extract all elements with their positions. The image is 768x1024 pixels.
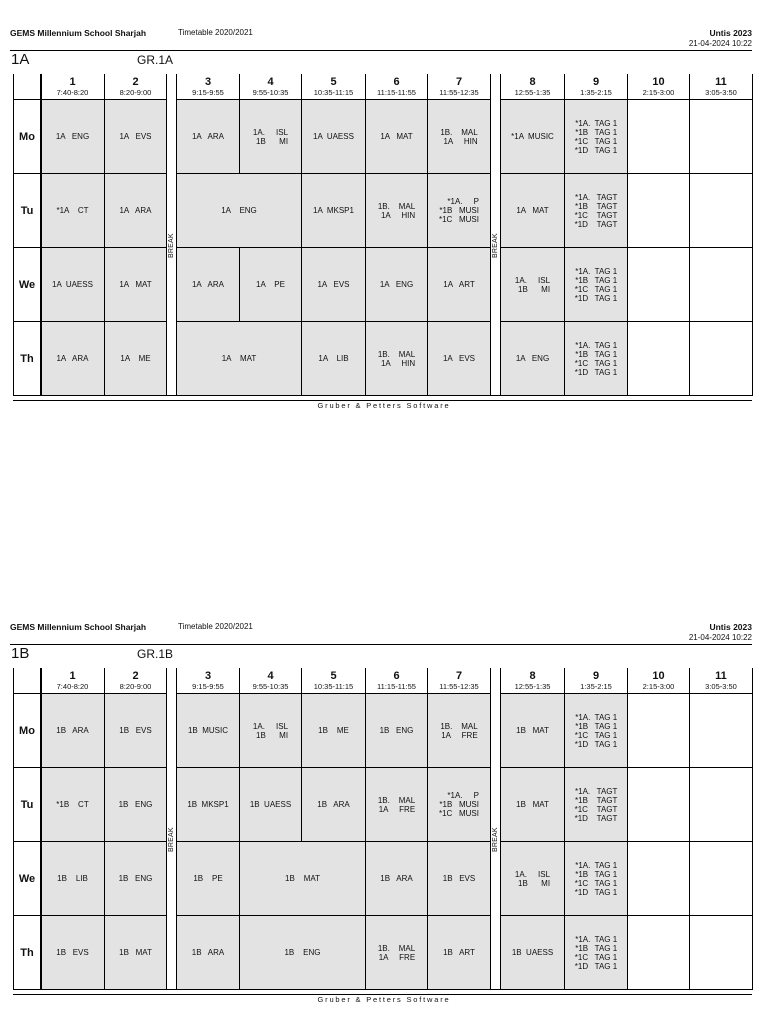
empty-slot xyxy=(690,916,753,990)
empty-slot xyxy=(690,768,753,842)
lesson-cell xyxy=(240,694,302,768)
period-header xyxy=(565,74,628,100)
lesson-text: *1A. TAG 1 *1B TAG 1 *1C TAG 1 *1D TAG 1 xyxy=(574,934,618,971)
day-label: Mo xyxy=(13,694,41,768)
lesson-text: *1A. TAGT *1B TAGT *1C TAGT *1D TAGT xyxy=(574,192,618,229)
lesson-text: *1A. P *1B MUSI *1C MUSI xyxy=(438,197,479,224)
lesson-cell xyxy=(366,322,428,396)
class-group: GR.1A xyxy=(137,53,174,67)
empty-slot xyxy=(628,322,690,396)
lesson-text: 1A UAESS xyxy=(52,280,93,289)
lesson-cell xyxy=(501,916,565,990)
empty-slot xyxy=(690,694,753,768)
lesson-text: 1A MAT xyxy=(221,354,257,363)
timetable-1A xyxy=(0,0,768,420)
lesson-text: *1A MUSIC xyxy=(511,132,554,141)
day-column-divider xyxy=(40,668,42,990)
lesson-text: 1B MKSP1 xyxy=(187,800,229,809)
lesson-cell xyxy=(302,768,366,842)
footer-credit: Gruber & Petters Software xyxy=(317,995,451,1004)
lesson-text: 1A ENG xyxy=(221,206,257,215)
lesson-text: 1B. MAL 1A HIN xyxy=(377,349,416,368)
lesson-cell xyxy=(302,248,366,322)
lesson-cell xyxy=(177,322,302,396)
period-header xyxy=(41,668,105,694)
lesson-text: *1A CT xyxy=(56,206,89,215)
period-header xyxy=(302,74,366,100)
lesson-cell xyxy=(41,248,105,322)
period-number: 5 xyxy=(330,75,337,88)
timetable-year: Timetable 2020/2021 xyxy=(178,622,253,631)
lesson-text: *1A. P *1B MUSI *1C MUSI xyxy=(438,791,479,818)
class-name: 1B xyxy=(11,645,30,662)
period-number: 4 xyxy=(267,75,274,88)
period-number: 11 xyxy=(715,669,727,682)
break-label: BREAK xyxy=(168,233,175,258)
lesson-text: 1A EVS xyxy=(317,280,350,289)
lesson-text: 1B MAT xyxy=(516,800,549,809)
empty-slot xyxy=(628,916,690,990)
break-label: BREAK xyxy=(168,827,175,852)
period-header xyxy=(240,74,302,100)
lesson-cell xyxy=(105,842,167,916)
lesson-text: 1B MUSIC xyxy=(187,726,228,735)
lesson-text: 1B UAESS xyxy=(249,800,292,809)
empty-slot xyxy=(690,842,753,916)
lesson-cell xyxy=(366,100,428,174)
lesson-cell xyxy=(565,694,628,768)
lesson-text: 1B EVS xyxy=(442,874,476,883)
lesson-text: 1A. ISL 1B MI xyxy=(514,275,551,294)
lesson-cell xyxy=(501,842,565,916)
period-number: 6 xyxy=(393,669,400,682)
period-time: 3:05-3:50 xyxy=(705,681,737,691)
lesson-cell xyxy=(177,694,240,768)
lesson-text: 1B. MAL 1A FRE xyxy=(440,721,478,740)
lesson-cell xyxy=(366,248,428,322)
period-header xyxy=(240,668,302,694)
lesson-cell xyxy=(501,694,565,768)
period-header xyxy=(690,668,753,694)
period-time: 1:35-2:15 xyxy=(580,87,612,97)
period-time: 8:20-9:00 xyxy=(119,681,152,691)
period-time: 10:35-11:15 xyxy=(313,681,354,691)
lesson-cell xyxy=(240,248,302,322)
period-number: 3 xyxy=(204,75,212,88)
break-label: BREAK xyxy=(492,233,499,258)
lesson-cell xyxy=(366,174,428,248)
period-number: 9 xyxy=(592,75,600,88)
lesson-text: 1A ARA xyxy=(56,354,89,363)
lesson-text: 1A ENG xyxy=(55,132,90,141)
timetable-grid xyxy=(0,594,768,1014)
day-label: Th xyxy=(13,322,41,396)
empty-slot xyxy=(690,322,753,396)
lesson-text: 1A MKSP1 xyxy=(313,206,354,215)
lesson-cell xyxy=(366,916,428,990)
period-time: 11:55-12:35 xyxy=(439,87,479,97)
lesson-cell xyxy=(177,248,240,322)
break-label: BREAK xyxy=(492,827,499,852)
day-label: Th xyxy=(13,916,41,990)
day-label: We xyxy=(13,248,41,322)
lesson-text: 1A ENG xyxy=(515,354,550,363)
lesson-cell xyxy=(565,916,628,990)
lesson-text: *1B CT xyxy=(56,800,89,809)
lesson-cell xyxy=(41,916,105,990)
lesson-cell xyxy=(565,842,628,916)
period-number: 8 xyxy=(529,669,536,682)
lesson-cell xyxy=(105,100,167,174)
class-group: GR.1B xyxy=(137,647,174,661)
lesson-text: 1A ME xyxy=(120,354,151,363)
lesson-cell xyxy=(240,768,302,842)
period-header xyxy=(177,74,240,100)
period-header xyxy=(41,74,105,100)
period-time: 3:05-3:50 xyxy=(705,87,737,97)
lesson-text: 1B. MAL 1A FRE xyxy=(377,943,416,962)
day-label: Tu xyxy=(13,768,41,842)
lesson-text: 1A ENG xyxy=(379,280,414,289)
period-time: 11:55-12:35 xyxy=(439,681,479,691)
period-number: 10 xyxy=(652,75,665,88)
product-name: Untis 2023 xyxy=(709,622,752,632)
lesson-cell xyxy=(41,174,105,248)
lesson-cell xyxy=(428,842,491,916)
lesson-cell xyxy=(428,100,491,174)
lesson-text: 1B ARA xyxy=(380,874,413,883)
lesson-text: 1A ARA xyxy=(119,206,152,215)
lesson-text: *1A. TAG 1 *1B TAG 1 *1C TAG 1 *1D TAG 1 xyxy=(574,340,618,377)
lesson-text: 1B. MAL 1A FRE xyxy=(377,795,416,814)
lesson-cell xyxy=(501,322,565,396)
lesson-text: 1B ENG xyxy=(118,800,153,809)
lesson-cell xyxy=(428,768,491,842)
lesson-cell xyxy=(177,174,302,248)
footer-credit: Gruber & Petters Software xyxy=(317,401,451,410)
lesson-cell xyxy=(41,768,105,842)
empty-slot xyxy=(690,100,753,174)
lesson-text: 1B ENG xyxy=(379,726,414,735)
lesson-text: 1B MAT xyxy=(119,948,152,957)
lesson-cell xyxy=(302,174,366,248)
period-header xyxy=(628,74,690,100)
lesson-text: 1B PE xyxy=(193,874,223,883)
timetable-year: Timetable 2020/2021 xyxy=(178,28,253,37)
timetable-grid xyxy=(0,0,768,420)
lesson-cell xyxy=(177,916,240,990)
period-header xyxy=(366,74,428,100)
period-time: 12:55-1:35 xyxy=(514,87,551,97)
lesson-text: 1A ART xyxy=(443,280,475,289)
period-header xyxy=(302,668,366,694)
lesson-cell xyxy=(565,322,628,396)
period-number: 7 xyxy=(455,669,463,682)
empty-slot xyxy=(628,694,690,768)
lesson-cell xyxy=(565,248,628,322)
lesson-cell xyxy=(366,842,428,916)
lesson-text: 1B LIB xyxy=(57,874,88,883)
lesson-cell xyxy=(501,248,565,322)
lesson-cell xyxy=(177,100,240,174)
period-number: 7 xyxy=(455,75,463,88)
lesson-cell xyxy=(105,768,167,842)
period-number: 1 xyxy=(69,669,76,682)
period-header xyxy=(690,74,753,100)
period-time: 10:35-11:15 xyxy=(313,87,354,97)
period-number: 6 xyxy=(393,75,400,88)
lesson-text: 1B. MAL 1A HIN xyxy=(377,201,416,220)
period-header xyxy=(428,74,491,100)
lesson-cell xyxy=(366,768,428,842)
lesson-text: 1B EVS xyxy=(56,948,89,957)
period-header xyxy=(501,668,565,694)
lesson-cell xyxy=(302,694,366,768)
period-number: 11 xyxy=(715,75,727,88)
period-time: 9:15-9:55 xyxy=(192,87,224,97)
lesson-text: 1B ART xyxy=(443,948,475,957)
lesson-text: 1B ENG xyxy=(284,948,321,957)
day-label: Tu xyxy=(13,174,41,248)
lesson-text: 1A EVS xyxy=(119,132,152,141)
lesson-text: 1A. ISL 1B MI xyxy=(252,721,289,740)
period-header xyxy=(105,668,167,694)
lesson-cell xyxy=(105,916,167,990)
period-number: 5 xyxy=(330,669,337,682)
product-name: Untis 2023 xyxy=(709,28,752,38)
lesson-cell xyxy=(501,100,565,174)
lesson-text: 1B ARA xyxy=(317,800,350,809)
lesson-cell xyxy=(565,768,628,842)
period-time: 11:15-11:55 xyxy=(377,681,416,691)
lesson-cell xyxy=(41,694,105,768)
period-header xyxy=(565,668,628,694)
period-time: 2:15-3:00 xyxy=(642,87,675,97)
period-number: 2 xyxy=(132,75,139,88)
period-number: 8 xyxy=(529,75,536,88)
lesson-cell xyxy=(41,842,105,916)
period-time: 9:15-9:55 xyxy=(192,681,224,691)
lesson-text: 1B. MAL 1A HIN xyxy=(440,127,478,146)
empty-slot xyxy=(628,842,690,916)
lesson-cell xyxy=(41,322,105,396)
period-time: 12:55-1:35 xyxy=(514,681,551,691)
period-number: 9 xyxy=(592,669,600,682)
lesson-text: 1A MAT xyxy=(380,132,413,141)
lesson-cell xyxy=(428,248,491,322)
period-time: 1:35-2:15 xyxy=(580,681,612,691)
lesson-cell xyxy=(177,842,240,916)
lesson-cell xyxy=(240,916,366,990)
lesson-text: 1A LIB xyxy=(318,354,349,363)
lesson-text: 1A ARA xyxy=(191,132,225,141)
lesson-text: 1A ARA xyxy=(191,280,225,289)
lesson-text: 1B MAT xyxy=(285,874,320,883)
period-header xyxy=(501,74,565,100)
lesson-text: 1A EVS xyxy=(442,354,476,363)
period-time: 9:55-10:35 xyxy=(252,681,289,691)
lesson-cell xyxy=(302,100,366,174)
lesson-cell xyxy=(105,248,167,322)
lesson-cell xyxy=(565,174,628,248)
lesson-text: *1A. TAG 1 *1B TAG 1 *1C TAG 1 *1D TAG 1 xyxy=(574,860,618,897)
empty-slot xyxy=(628,174,690,248)
period-time: 2:15-3:00 xyxy=(642,681,675,691)
lesson-text: 1A MAT xyxy=(119,280,152,289)
period-time: 9:55-10:35 xyxy=(252,87,289,97)
lesson-cell xyxy=(428,694,491,768)
lesson-text: 1B ARA xyxy=(56,726,89,735)
lesson-cell xyxy=(428,174,491,248)
lesson-text: 1B ENG xyxy=(118,874,153,883)
period-header xyxy=(105,74,167,100)
lesson-cell xyxy=(501,768,565,842)
period-header xyxy=(177,668,240,694)
lesson-cell xyxy=(41,100,105,174)
lesson-text: *1A. TAGT *1B TAGT *1C TAGT *1D TAGT xyxy=(574,786,618,823)
lesson-cell xyxy=(105,174,167,248)
period-header xyxy=(366,668,428,694)
period-time: 8:20-9:00 xyxy=(119,87,152,97)
corner-cell xyxy=(13,74,41,100)
lesson-cell xyxy=(428,322,491,396)
period-number: 10 xyxy=(652,669,665,682)
lesson-cell xyxy=(240,100,302,174)
lesson-cell xyxy=(428,916,491,990)
period-number: 4 xyxy=(267,669,274,682)
lesson-cell xyxy=(302,322,366,396)
class-name: 1A xyxy=(11,51,30,68)
empty-slot xyxy=(628,768,690,842)
school-name: GEMS Millennium School Sharjah xyxy=(10,28,147,38)
lesson-text: 1A MAT xyxy=(516,206,549,215)
print-date: 21-04-2024 10:22 xyxy=(688,39,752,48)
school-name: GEMS Millennium School Sharjah xyxy=(10,622,147,632)
lesson-text: *1A. TAG 1 *1B TAG 1 *1C TAG 1 *1D TAG 1 xyxy=(574,712,618,749)
lesson-cell xyxy=(105,694,167,768)
lesson-text: 1B EVS xyxy=(119,726,152,735)
empty-slot xyxy=(690,174,753,248)
period-header xyxy=(628,668,690,694)
empty-slot xyxy=(628,248,690,322)
lesson-text: *1A. TAG 1 *1B TAG 1 *1C TAG 1 *1D TAG 1 xyxy=(574,266,618,303)
lesson-text: 1B ARA xyxy=(191,948,225,957)
empty-slot xyxy=(628,100,690,174)
lesson-cell xyxy=(501,174,565,248)
period-number: 1 xyxy=(69,75,76,88)
period-time: 7:40-8:20 xyxy=(56,681,89,691)
period-time: 11:15-11:55 xyxy=(377,87,416,97)
lesson-cell xyxy=(105,322,167,396)
lesson-text: 1A. ISL 1B MI xyxy=(252,127,289,146)
period-header xyxy=(428,668,491,694)
lesson-text: 1A UAESS xyxy=(313,132,354,141)
lesson-text: 1A. ISL 1B MI xyxy=(514,869,551,888)
corner-cell xyxy=(13,668,41,694)
lesson-cell xyxy=(177,768,240,842)
lesson-text: 1B MAT xyxy=(516,726,549,735)
empty-slot xyxy=(690,248,753,322)
day-label: Mo xyxy=(13,100,41,174)
day-column-divider xyxy=(40,74,42,396)
lesson-cell xyxy=(240,842,366,916)
period-time: 7:40-8:20 xyxy=(56,87,89,97)
lesson-cell xyxy=(565,100,628,174)
print-date: 21-04-2024 10:22 xyxy=(688,633,752,642)
lesson-text: 1B UAESS xyxy=(511,948,554,957)
lesson-text: *1A. TAG 1 *1B TAG 1 *1C TAG 1 *1D TAG 1 xyxy=(574,118,618,155)
lesson-text: 1A PE xyxy=(256,280,285,289)
timetable-1B xyxy=(0,594,768,1014)
lesson-cell xyxy=(366,694,428,768)
lesson-text: 1B ME xyxy=(318,726,349,735)
period-number: 2 xyxy=(132,669,139,682)
day-label: We xyxy=(13,842,41,916)
period-number: 3 xyxy=(204,669,212,682)
